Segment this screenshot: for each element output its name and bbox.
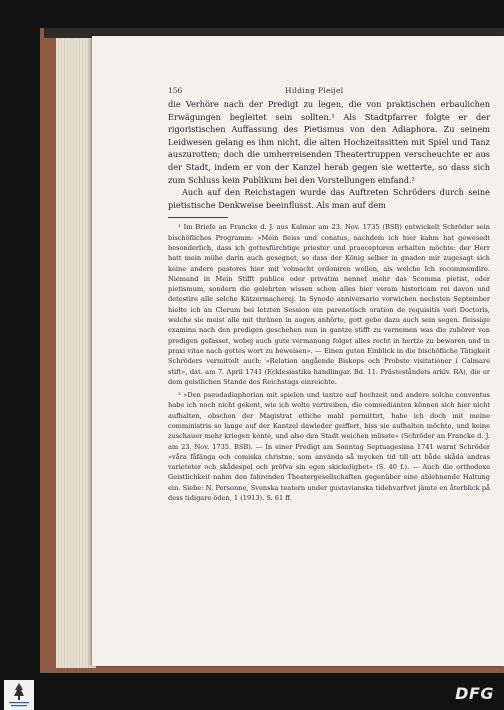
page-content — [168, 86, 490, 503]
book-page — [92, 36, 504, 666]
page-edges — [56, 38, 96, 668]
institution-logo-icon — [4, 680, 34, 710]
franckesche-stiftungen-logo — [4, 680, 34, 710]
footnote-separator — [168, 217, 228, 218]
page-number: 156 — [168, 86, 183, 95]
running-title: Hilding Pleijel — [285, 86, 344, 95]
main-text — [168, 98, 490, 211]
paragraph: die Verhöre nach der Predigt zu legen, die von praktischen erbaulichen Erwägungen begleitet sein sollten.¹ Als Stadtpfarrer folgte er der rigoristischen Auffassung des Pietismus von den Adiaphora. Zu seinem Leidwesen gelang es ihm nicht, die alten Hochzeitssitten mit Spiel und Tanz auszurotten; doch die umherreisenden Theatertruppen verscheuchte er aus der Stadt, indem er von der Kanzel herab gegen sie wetterte, so dass sich zum Schluss kein Publikum bei den Vorstellungen einfand.² — [168, 99, 490, 185]
footnote-2: ² »Den pseudadiaphorian mit spielen und tantze auf hochzeit und andere solche conventus habe ich noch nicht gekont, wie ich wolte vertreiben, die comoedianten können sich hier nicht aufhalten, obschon der Magistrat etliche mahl permittirt, habe ich doch mit meine comministris so lange auf der Kantzel dawieder geiffert, biss sie aufhalten möchte, und keine zuschauer mehr kriegen konte, und also den Stadt weichen müsste» (Schröder an Francke d. J. am 23. Nov. 1735. BSB). — In einer Predigt am Sonntag Septuagesima 1741 warnt Schröder »våra fåfänga och comiska christne, som använda så mycken tid till att både skåda andras varieteter och skådespel och pröfva sin egen skickelighet» (S. 40 f.). — Auch die orthodoxe Geistlichkeit nahm den fahrenden Theatergesellschaften gegenüber eine ablehnende Haltung ein. Siehe: N. Personne, Svenska teatern under gustavianska tidehvarfvet jämte en återblick på dess tidigare öden, 1 (1913). S. 61 ff. — [168, 391, 490, 503]
running-header — [168, 86, 490, 98]
paragraph: Auch auf den Reichstagen wurde das Auftreten Schröders durch seine pietistische Denkweise beeinflusst. Als man auf dem — [168, 187, 490, 210]
footnote-1: ¹ Im Briefe an Francke d. J. aus Kalmar am 23. Nov. 1735 (BSB) entwickelt Schröder sein bischöfliches Programm: »Mein fleiss und conatus, nachdem ich hier kahm hat gewesedt besonderlich, dass ich gottesfürchtige priester und praeceptoren erhalten möchte: der Herr hatt mein mühe darin auch gesegnet, so dass der König selber in gnaden mir zugesagt sich keine andere pastores hier mit volmacht ordoniren wollen, als welche Ich recommendire. Niemand in Mein Stifft publice oder privatim nennet mehr das Scomma pietist, oder pietismum, sondern die gelehrten wissen schon alles hier veram historicam rei davon und detestire alle solche Kätzermacherej. In Synodo anniversario vorwichen nechsten September hielte ich an Clerum bei letzten Session ein parenetisch oration de requisitis veri Doctoris, welche sie meist alle mit thränen in augen anhörte, gott gebe dazu auch sein segen. fleissige examina nach den predigen geschehen nun in gantze stifft zu vernemen was die zuhörer von predigen gefasset, wobej auch gute vermanung folget alles recht in hertze zu bewaren und in praxi vitae nach gottes wort zu beweisen». — Einen guten Einblick in die bischöfliche Tätigkeit Schröders vermittelt auch: »Relation angående Biskops och Probste visitationer i Calmare stift», dat. am 7. April 1741 (Ecklesiastika handlingar. Bd. 11. Prästeståndets arkiv. RA), die er dem geistlichen Stande des Reichstags einreichte. — [168, 223, 490, 386]
scan-footer-bar — [0, 675, 504, 710]
footnotes — [168, 222, 490, 503]
dfg-logo: DFG — [455, 684, 494, 703]
